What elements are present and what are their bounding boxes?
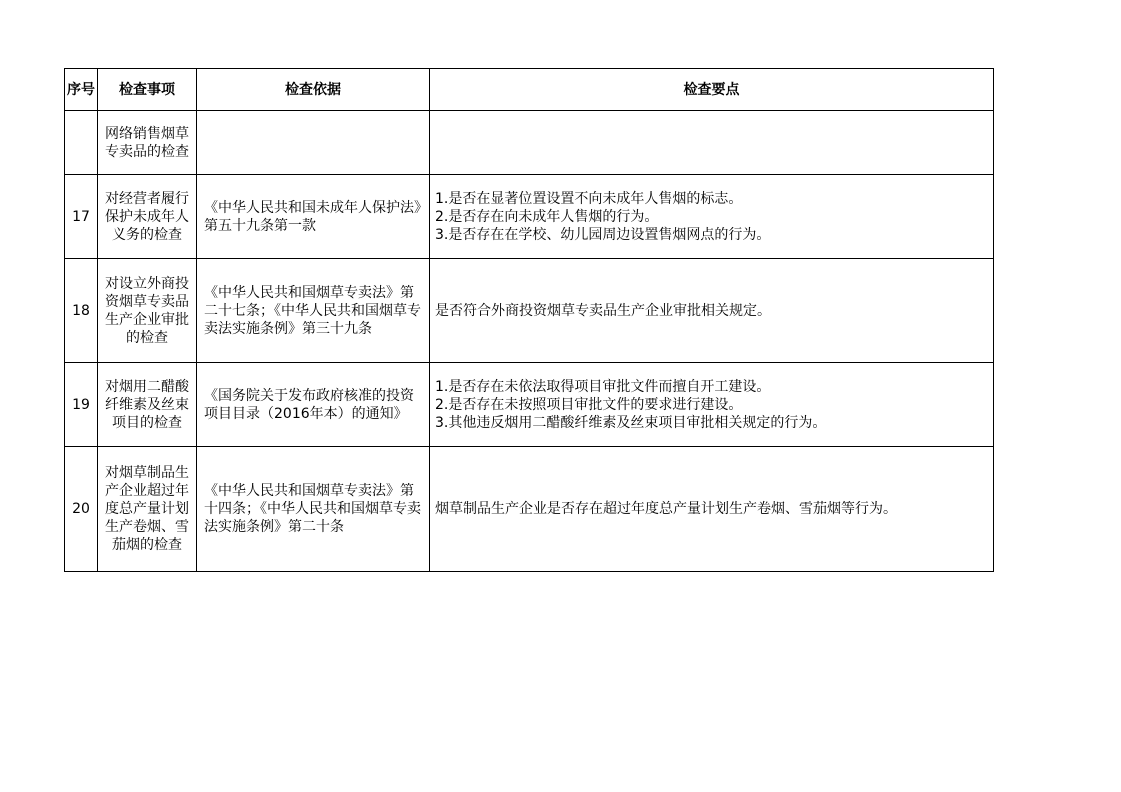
row-points [430, 363, 994, 447]
row-points [430, 111, 994, 175]
row-number: 20 [65, 447, 98, 572]
header-no: 序号 [65, 69, 98, 111]
row-number: 19 [65, 363, 98, 447]
row-number: 18 [65, 259, 98, 363]
row-basis: 《中华人民共和国烟草专卖法》第二十七条；《中华人民共和国烟草专卖法实施条例》第三十九条 [197, 259, 430, 363]
point-line: 是否符合外商投资烟草专卖品生产企业审批相关规定。 [435, 302, 771, 319]
row-item: 对设立外商投资烟草专卖品生产企业审批的检查 [98, 259, 197, 363]
table-row [65, 363, 994, 447]
header-points: 检查要点 [430, 69, 994, 111]
table-row [65, 447, 994, 572]
row-basis [197, 111, 430, 175]
row-item: 对烟用二醋酸纤维素及丝束项目的检查 [98, 363, 197, 447]
row-basis: 《国务院关于发布政府核准的投资项目目录（2016年本）的通知》 [197, 363, 430, 447]
header-item: 检查事项 [98, 69, 197, 111]
point-line: 3.是否存在在学校、幼儿园周边设置售烟网点的行为。 [435, 226, 771, 243]
table-row [65, 259, 994, 363]
inspection-table [64, 68, 994, 572]
row-points [430, 259, 994, 363]
point-line: 2.是否存在未按照项目审批文件的要求进行建设。 [435, 396, 743, 413]
row-item: 对经营者履行保护未成年人义务的检查 [98, 175, 197, 259]
point-line: 1.是否存在未依法取得项目审批文件而擅自开工建设。 [435, 378, 771, 395]
row-points [430, 447, 994, 572]
row-item: 对烟草制品生产企业超过年度总产量计划生产卷烟、雪茄烟的检查 [98, 447, 197, 572]
row-item: 网络销售烟草专卖品的检查 [98, 111, 197, 175]
header-basis: 检查依据 [197, 69, 430, 111]
point-line: 2.是否存在向未成年人售烟的行为。 [435, 208, 659, 225]
row-basis: 《中华人民共和国未成年人保护法》第五十九条第一款 [197, 175, 430, 259]
table-row [65, 111, 994, 175]
header-row [65, 69, 994, 111]
point-line: 烟草制品生产企业是否存在超过年度总产量计划生产卷烟、雪茄烟等行为。 [435, 501, 897, 517]
row-points [430, 175, 994, 259]
point-line: 3.其他违反烟用二醋酸纤维素及丝束项目审批相关规定的行为。 [435, 414, 827, 431]
point-line: 1.是否在显著位置设置不向未成年人售烟的标志。 [435, 190, 743, 207]
row-number [65, 111, 98, 175]
table-row [65, 175, 994, 259]
row-basis: 《中华人民共和国烟草专卖法》第十四条；《中华人民共和国烟草专卖法实施条例》第二十条 [197, 447, 430, 572]
row-number: 17 [65, 175, 98, 259]
